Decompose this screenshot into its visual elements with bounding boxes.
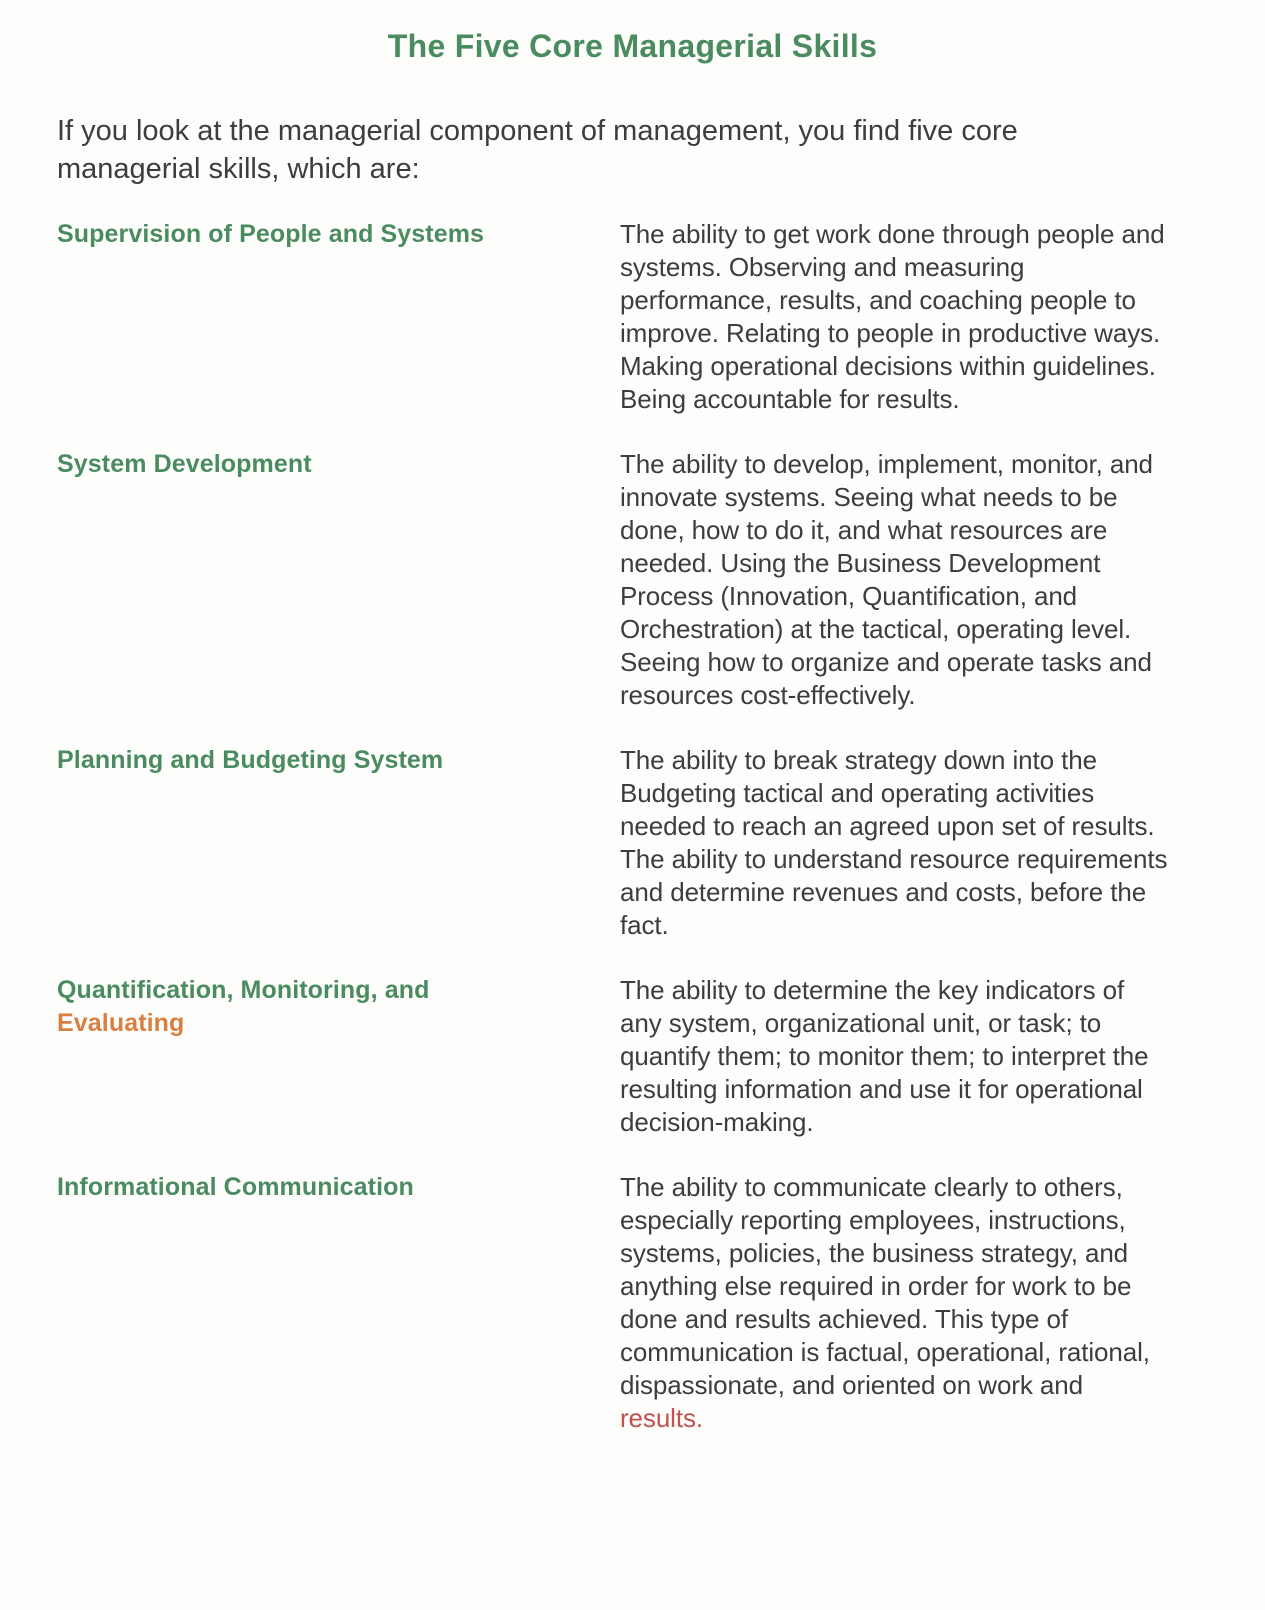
skill-description xyxy=(620,1171,1170,1435)
skill-description xyxy=(620,448,1170,712)
page-title: The Five Core Managerial Skills xyxy=(387,28,878,64)
intro-paragraph: If you look at the managerial component of management, you find five core managerial skills, which are: xyxy=(57,115,1018,185)
skill-section-supervision xyxy=(57,218,1208,416)
skill-description xyxy=(620,974,1170,1139)
skill-heading-main: System Development xyxy=(57,450,312,478)
skill-heading-main: Planning and Budgeting System xyxy=(57,746,444,774)
skill-description-text: The ability to break strategy down into the Budgeting tactical and operating activities needed to reach an agreed upon set of results. The ability to understand resource requirements and determine revenues and costs, before the fact. xyxy=(620,745,1168,940)
skill-heading-main: Quantification, Monitoring, and xyxy=(57,976,430,1004)
skill-heading xyxy=(57,448,537,712)
skills-list xyxy=(57,218,1208,1435)
skill-description xyxy=(620,218,1170,416)
skill-heading-accent: Evaluating xyxy=(57,1009,185,1037)
skill-section-informational-communication xyxy=(57,1171,1208,1435)
skill-heading-main: Informational Communication xyxy=(57,1173,414,1201)
skill-heading xyxy=(57,1171,537,1435)
skill-section-quantification xyxy=(57,974,1208,1139)
skill-heading xyxy=(57,218,537,416)
skill-description xyxy=(620,744,1170,942)
skill-section-system-development xyxy=(57,448,1208,712)
skill-description-text: The ability to develop, implement, monitor, and innovate systems. Seeing what needs to be done, how to do it, and what resources are needed. Using the Business Development Process (Innovation, Quantification, and Orchestration) at the tactical, operating level. Seeing how to organize and operate tasks and resources cost-effectively. xyxy=(620,449,1153,710)
skill-section-planning-budgeting xyxy=(57,744,1208,942)
skill-heading xyxy=(57,744,537,942)
skill-heading xyxy=(57,974,537,1139)
skill-description-text: The ability to communicate clearly to others, especially reporting employees, instructions, systems, policies, the business strategy, and anything else required in order for work to be done and results achieved. This type of communication is factual, operational, rational, dispassionate, and oriented on work and xyxy=(620,1172,1150,1400)
skill-description-accent: results. xyxy=(620,1403,704,1433)
skill-description-text: The ability to get work done through people and systems. Observing and measuring performance, results, and coaching people to improve. Relating to people in productive ways. Making operational decisions within guidelines. Being accountable for results. xyxy=(620,219,1165,414)
skill-heading-main: Supervision of People and Systems xyxy=(57,220,485,248)
skill-description-text: The ability to determine the key indicators of any system, organizational unit, or task; to quantify them; to monitor them; to interpret the resulting information and use it for operational decision-making. xyxy=(620,975,1149,1137)
